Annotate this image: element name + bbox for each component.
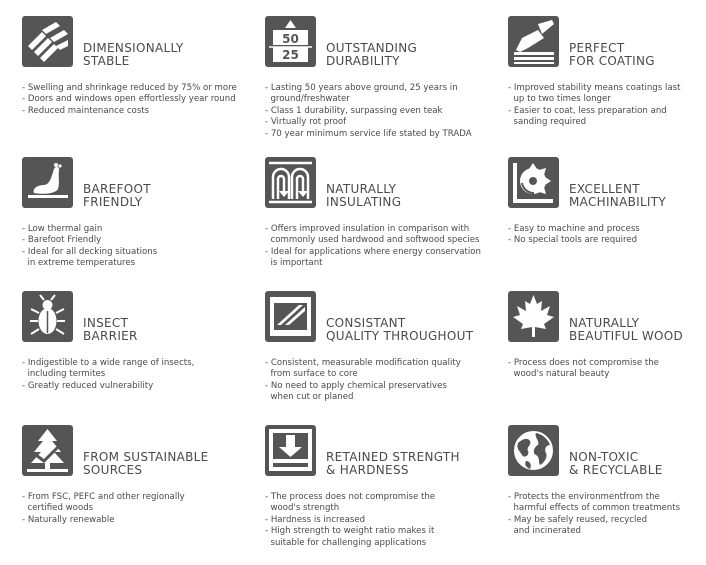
feature-bullets: [22, 224, 254, 270]
feature-bullet: - Reduced maintenance costs: [22, 105, 150, 116]
feature-bullet: - Hardness is increased: [265, 514, 366, 525]
feature-bullet: - Ideal for all decking situations in extreme temperatures: [22, 246, 158, 269]
icon-number-50: 50: [282, 32, 299, 46]
feature-bullets: [508, 492, 706, 538]
feature-bullet: - No need to apply chemical preservatives when cut or planed: [265, 380, 447, 403]
feature-bullet: - Ideal for applications where energy conservation is important: [265, 246, 481, 269]
feature-title: NATURALLY INSULATING: [326, 182, 402, 209]
feature-bullet: - Barefoot Friendly: [22, 235, 102, 246]
feature-title: RETAINED STRENGTH & HARDNESS: [326, 450, 460, 477]
feature-bullet: - Consistent, measurable modification quality from surface to core: [265, 358, 461, 380]
feature-bullets: [22, 83, 254, 117]
feature-bullets: [265, 358, 497, 404]
feature-bullets: [508, 83, 706, 129]
feature-bullet: - Doors and windows open effortlessly year round: [22, 94, 236, 105]
feature-item: [508, 16, 706, 148]
feature-item: [22, 157, 254, 289]
feature-item: [508, 157, 706, 289]
feature-bullet: - From FSC, PEFC and other regionally certified woods: [22, 492, 185, 514]
feature-bullet: - High strength to weight ratio makes it suitable for challenging applications: [265, 526, 435, 548]
feature-bullet: - Protects the environmentfrom the harmful effects of common treatments: [508, 492, 681, 514]
feature-bullets: [265, 492, 497, 549]
icon-number-25: 25: [282, 48, 299, 62]
bare-foot-icon: [22, 157, 73, 208]
feature-item: [22, 425, 254, 557]
stacked-boards-icon: [22, 16, 73, 67]
feature-title: NATURALLY BEAUTIFUL WOOD: [569, 316, 684, 343]
feature-title: FROM SUSTAINABLE SOURCES: [83, 450, 209, 477]
feature-bullet: - May be safely reused, recycled and incinerated: [508, 514, 648, 537]
feature-bullet: - Greatly reduced vulnerability: [22, 380, 154, 391]
cross-section-icon: [265, 291, 316, 342]
feature-bullet: - No special tools are required: [508, 235, 638, 246]
feature-bullet: - Low thermal gain: [22, 224, 103, 234]
feature-item: [22, 291, 254, 423]
feature-title: OUTSTANDING DURABILITY: [326, 41, 418, 68]
bug-icon: [22, 291, 73, 342]
feature-bullet: - Naturally renewable: [22, 514, 115, 525]
globe-icon: [508, 425, 559, 476]
feature-bullets: [265, 83, 497, 140]
feature-bullets: [265, 224, 497, 270]
feature-bullet: - Offers improved insulation in comparison with commonly used hardwood and softwood species: [265, 224, 480, 246]
feature-bullet: - Indigestible to a wide range of insects, including termites: [22, 358, 195, 380]
feature-bullet: - Improved stability means coatings last up to two times longer: [508, 83, 681, 105]
feature-bullets: [508, 358, 706, 381]
feature-title: EXCELLENT MACHINABILITY: [569, 182, 667, 209]
fifty-twentyfive-years-icon: [265, 16, 316, 67]
feature-bullet: - Swelling and shrinkage reduced by 75% or more: [22, 83, 237, 93]
feature-bullets: [508, 224, 706, 247]
feature-item: [22, 16, 254, 148]
feature-item: [265, 157, 497, 289]
feature-bullet: - Process does not compromise the wood's natural beauty: [508, 358, 659, 380]
feature-title: CONSISTANT QUALITY THROUGHOUT: [326, 316, 474, 343]
pine-tree-check-icon: [22, 425, 73, 476]
feature-bullets: [22, 358, 254, 392]
feature-title: NON-TOXIC & RECYCLABLE: [569, 450, 663, 477]
feature-item: [508, 291, 706, 423]
feature-bullet: - Easier to coat, less preparation and sanding required: [508, 105, 667, 128]
feature-bullet: - Easy to machine and process: [508, 224, 640, 234]
feature-item: [265, 425, 497, 557]
maple-leaf-icon: [508, 291, 559, 342]
paintbrush-icon: [508, 16, 559, 67]
feature-title: BAREFOOT FRIENDLY: [83, 182, 151, 209]
feature-item: [265, 291, 497, 423]
insulation-arrows-icon: [265, 157, 316, 208]
feature-title: PERFECT FOR COATING: [569, 41, 655, 68]
feature-item: [508, 425, 706, 557]
saw-blade-icon: [508, 157, 559, 208]
feature-bullet: - Lasting 50 years above ground, 25 years in ground/freshwater: [265, 83, 458, 105]
feature-item: [265, 16, 497, 148]
feature-title: INSECT BARRIER: [83, 316, 138, 343]
feature-bullet: - Virtually rot proof: [265, 117, 347, 128]
feature-bullet: - Class 1 durability, surpassing even teak: [265, 105, 443, 116]
feature-title: DIMENSIONALLY STABLE: [83, 41, 184, 68]
feature-bullet: - The process does not compromise the wood's strength: [265, 492, 436, 514]
feature-bullets: [22, 492, 254, 526]
feature-bullet: - 70 year minimum service life stated by TRADA: [265, 128, 472, 139]
pressure-arrow-icon: [265, 425, 316, 476]
